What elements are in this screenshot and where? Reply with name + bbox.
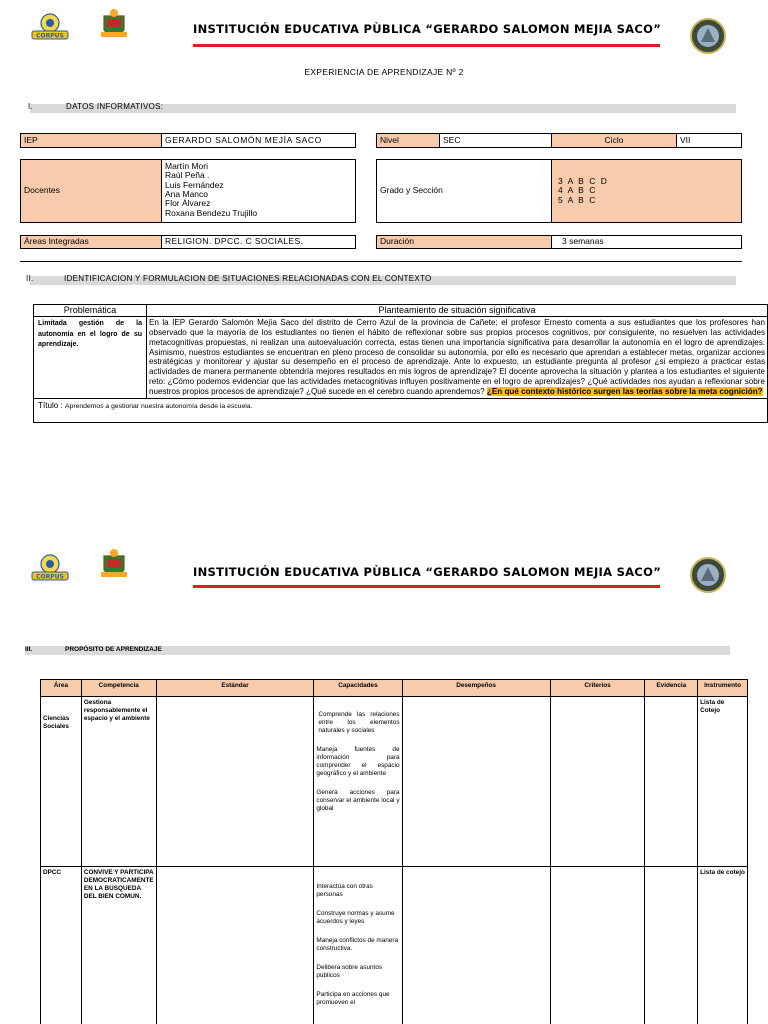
docentes-table xyxy=(20,159,356,223)
capacidad-item: Maneja fuentes de información para comprender el espacio geográfico y el ambiente xyxy=(316,746,400,777)
capacidades-cell xyxy=(314,697,402,867)
round-emblem-logo xyxy=(690,18,726,54)
capacidad-item: Interactúa con otras personas xyxy=(316,883,373,898)
col-area-header: Área xyxy=(41,680,82,697)
estandar-cell xyxy=(156,697,314,867)
docente-item: Roxana Bendezu Trujillo xyxy=(165,207,258,218)
duracion-label: Duración xyxy=(377,236,552,249)
grado-item: 5 A B C xyxy=(558,194,597,205)
nivel-label: Nivel xyxy=(377,134,440,148)
divider-line xyxy=(20,261,742,262)
iep-label: IEP xyxy=(21,134,162,148)
purpose-table xyxy=(40,679,748,1024)
header-divider xyxy=(193,585,660,588)
col-capacidades-header: Capacidades xyxy=(314,680,402,697)
planteamiento-header: Planteamiento de situación significativa xyxy=(147,305,768,317)
areas-table xyxy=(20,235,356,249)
header-divider xyxy=(193,44,660,47)
ciclo-label: Ciclo xyxy=(552,134,677,148)
col-competencia-header: Competencia xyxy=(81,680,156,697)
col-instrumento-header: Instrumento xyxy=(698,680,748,697)
grado-item: 4 A B C xyxy=(558,185,597,196)
grado-table xyxy=(376,159,742,223)
col-criterios-header: Criterios xyxy=(550,680,645,697)
duracion-value: 3 semanas xyxy=(552,236,742,249)
col-desempenos-header: Desempeños xyxy=(402,680,550,697)
experience-title: EXPERIENCIA DE APRENDIZAJE Nº 2 xyxy=(304,67,464,77)
criterios-cell xyxy=(550,697,645,867)
section-2-heading: II. IDENTIFICACION Y FORMULACION DE SITUACIONES RELACIONADAS CON EL CONTEXTO xyxy=(26,274,432,283)
area-cell: Ciencias Sociales xyxy=(41,697,82,867)
docentes-list xyxy=(162,160,356,223)
areas-label: Áreas Integradas xyxy=(21,236,162,249)
duracion-table xyxy=(376,235,742,249)
table-row xyxy=(41,697,748,867)
docentes-label: Docentes xyxy=(21,160,162,223)
evidencia-cell xyxy=(645,867,698,1024)
area-cell: DPCC xyxy=(41,867,82,1024)
criterios-cell xyxy=(550,867,645,1024)
capacidad-item: Genera acciones para conservar el ambiente local y global xyxy=(316,789,400,812)
instrumento-cell: Lista de Cotejo xyxy=(698,697,748,867)
col-estandar-header: Estándar xyxy=(156,680,314,697)
desempenos-cell xyxy=(402,697,550,867)
titulo-row xyxy=(34,398,768,422)
situation-text: En la IEP Gerardo Salomón Mejía Saco del distrito de Cerro Azul de la provincia de Cañete; el profesor Ernesto comenta a sus estudiantes que los profesores han observado que la mayoría de los estudiantes no tienen el hábito de reflexionar sobre sus propios procesos cognitivos, por consiguiente, no resuelven las actividades metacognitivas propuestas, ni realizan una autoevaluación correcta, estas tienen una importancia significativa para desarrollar la autonomía en el logro de aprendizajes. Asimismo, nuestros estudiantes se encuentran en pleno proceso de consolidar su autonomía, por ello es necesario que aprendan a establecer metas, organizar acciones estratégicas y monitorear y ajustar su desempeño en el proceso de aprendizaje. Ante lo expuesto, un estudiante pregunta al profesor ¿si empiezo a practicar estas actividades de manera permanente obtendría mejores resultados en mis logros de aprendizaje? El docente aprovecha la situación y plantea a los estudiantes el siguiente reto: ¿Cómo podemos evidenciar que las actividades metacognitivas influyen positivamente en el logro de aprendizajes? ¿Qué actividades nos ayudan a reflexionar sobre nuestros propios procesos de aprendizaje? ¿Qué sucede en el cerebro cuando aprendemos? xyxy=(149,318,765,397)
iep-value: GERARDO SALOMÓN MEJÍA SACO xyxy=(162,134,356,148)
iep-table xyxy=(20,133,356,148)
svg-text:CORPUS: CORPUS xyxy=(36,32,64,40)
competencia-cell: CONVIVE Y PARTICIPA DEMOCRATICAMENTE EN LA BUSQUEDA DEL BIEN COMUN. xyxy=(81,867,156,1024)
nivel-ciclo-table xyxy=(376,133,742,148)
section-1-heading: I. DATOS INFORMATIVOS: xyxy=(28,102,164,111)
capacidad-item: Participa en acciones que promueven el xyxy=(316,991,390,1006)
docente-item: Flor Álvarez xyxy=(165,198,211,209)
school-crest-logo xyxy=(98,8,130,44)
problem-cell: Limitada gestión de la autonomía en el logro de su aprendizaje. xyxy=(34,317,147,399)
round-emblem-logo xyxy=(690,557,726,593)
titulo-label: Título : xyxy=(38,400,63,410)
institution-title: INSTITUCIÓN EDUCATIVA PÙBLICA “GERARDO SALOMON MEJIA SACO” xyxy=(193,22,662,36)
nivel-value: SEC xyxy=(440,134,552,148)
grado-list xyxy=(552,160,742,223)
table-row xyxy=(41,867,748,1024)
problematica-header: Problemática xyxy=(34,305,147,317)
capacidad-item: Maneja conflictos de manera constructiva. xyxy=(316,937,399,952)
situation-table xyxy=(33,304,768,423)
capacidad-item: Construye normas y asume acuerdos y leyes xyxy=(316,910,395,925)
col-evidencia-header: Evidencia xyxy=(645,680,698,697)
capacidades-cell xyxy=(314,867,402,1024)
situation-text-cell xyxy=(147,317,768,399)
corpus-logo xyxy=(30,553,70,583)
highlighted-question: ¿En qué contexto histórico surgen las teorías sobre la meta cognición? xyxy=(486,387,763,397)
svg-text:CORPUS: CORPUS xyxy=(36,573,64,581)
docente-item: Luis Fernández xyxy=(165,179,224,190)
corpus-logo xyxy=(30,12,70,42)
instrumento-cell: Lista de cotejo xyxy=(698,867,748,1024)
capacidad-item: Delibera sobre asuntos públicos xyxy=(316,964,383,979)
institution-title: INSTITUCIÓN EDUCATIVA PÙBLICA “GERARDO SALOMON MEJIA SACO” xyxy=(193,565,662,579)
competencia-cell: Gestiona responsablemente el espacio y el ambiente xyxy=(81,697,156,867)
docente-item: Ana Manco xyxy=(165,189,208,200)
section-3-heading: III. PROPÓSITO DE APRENDIZAJE xyxy=(25,646,162,653)
areas-value: RELIGION. DPCC. C SOCIALES. xyxy=(162,236,356,249)
grado-item: 3 A B C D xyxy=(558,175,609,186)
docente-item: Raúl Peña . xyxy=(165,170,210,181)
grado-label: Grado y Sección xyxy=(377,160,552,223)
evidencia-cell xyxy=(645,697,698,867)
school-crest-logo xyxy=(98,548,130,584)
estandar-cell xyxy=(156,867,314,1024)
ciclo-value: VII xyxy=(677,134,742,148)
docente-item: Martín Mori xyxy=(165,161,208,171)
desempenos-cell xyxy=(402,867,550,1024)
titulo-value: Aprendemos a gestionar nuestra autonomía desde la escuela. xyxy=(65,402,253,410)
capacidad-item: Comprende las relaciones entre los elementos naturales y sociales xyxy=(318,711,400,734)
